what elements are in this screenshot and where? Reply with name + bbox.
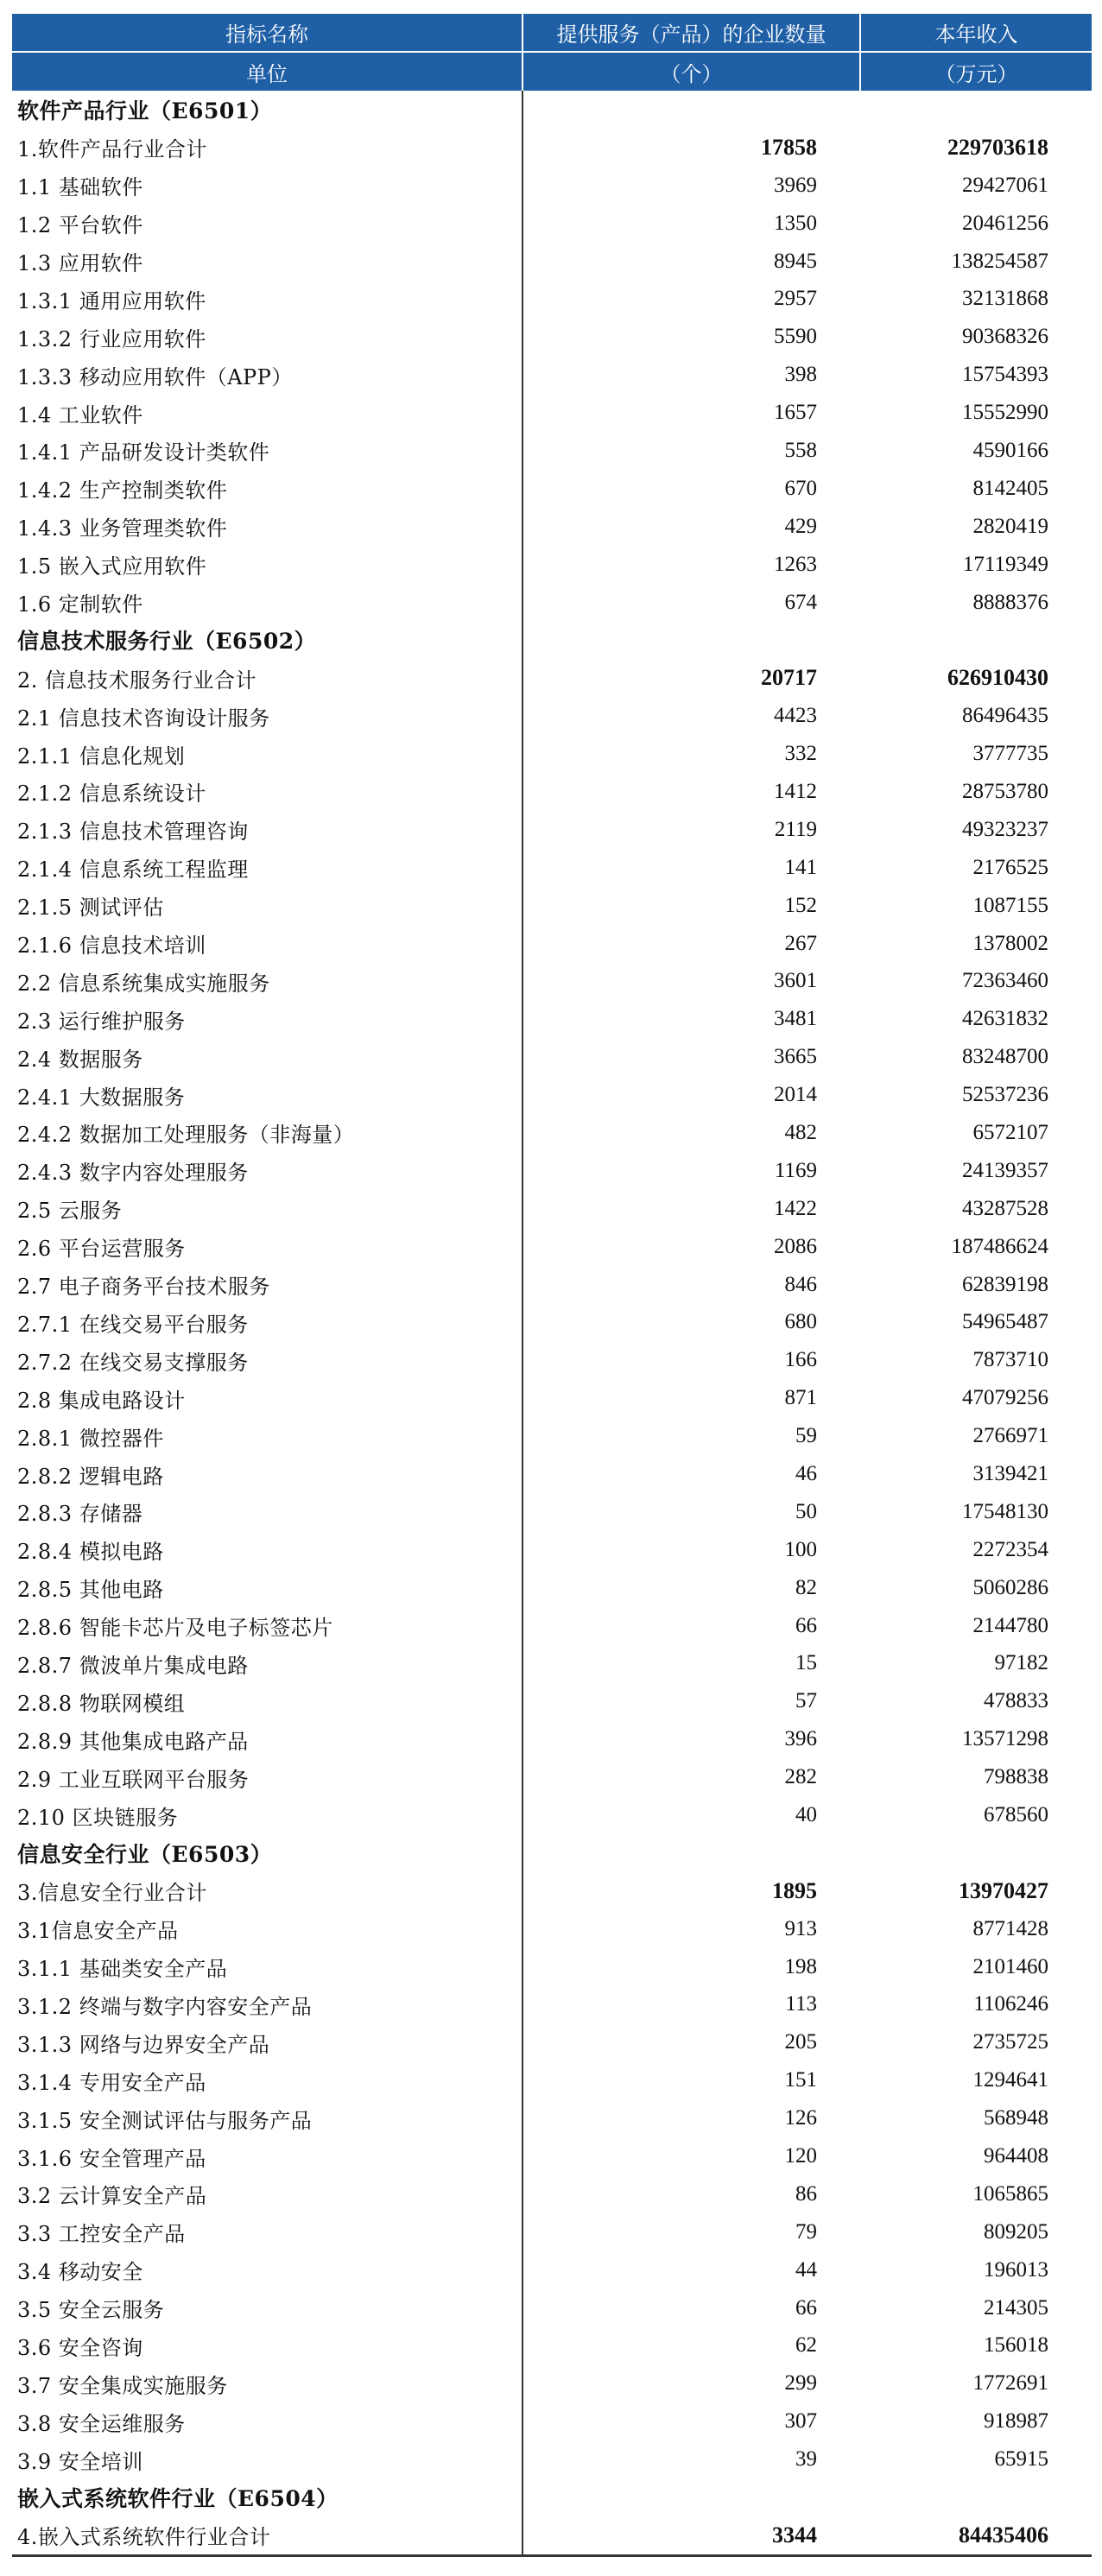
- table-row: [12, 962, 1092, 1000]
- enterprise-count-cell: 17858: [522, 129, 860, 167]
- table-row: [12, 470, 1092, 508]
- enterprise-count-cell: 2014: [522, 1076, 860, 1114]
- enterprise-count-cell: 166: [522, 1341, 860, 1379]
- enterprise-count-cell: 62: [522, 2327, 860, 2365]
- indicator-name: 3.1.4 专用安全产品: [17, 2070, 206, 2095]
- enterprise-count-cell: 100: [522, 1531, 860, 1569]
- enterprise-count-cell: 5590: [522, 318, 860, 356]
- enterprise-count-cell: 44: [522, 2251, 860, 2289]
- revenue-cell: 43287528: [962, 1196, 1048, 1220]
- table-row: [12, 1720, 1092, 1758]
- indicator-name: 1.4 工业软件: [17, 402, 143, 427]
- enterprise-count-cell: 429: [522, 508, 860, 546]
- unit-row: [12, 52, 1092, 91]
- enterprise-count-cell: 152: [522, 887, 860, 925]
- revenue-cell: [860, 621, 1092, 659]
- table-header: [12, 14, 1092, 91]
- indicator-name: 4.嵌入式系统软件行业合计: [17, 2525, 271, 2550]
- table-row: [12, 1417, 1092, 1455]
- enterprise-count-cell: 1412: [522, 773, 860, 811]
- indicator-name: 2.3 运行维护服务: [17, 1009, 186, 1034]
- enterprise-count-cell: 50: [522, 1493, 860, 1531]
- table-row: [12, 1607, 1092, 1645]
- indicator-name: 2.4.1 大数据服务: [17, 1085, 186, 1110]
- enterprise-count-cell: 299: [522, 2364, 860, 2402]
- revenue-cell: 62839198: [962, 1272, 1048, 1296]
- table-row: [12, 1796, 1092, 1834]
- enterprise-count-cell: 86: [522, 2175, 860, 2213]
- indicator-name: 2.7.1 在线交易平台服务: [17, 1312, 249, 1337]
- enterprise-count-cell: 59: [522, 1417, 860, 1455]
- table-row: [12, 1228, 1092, 1266]
- indicator-name: 1.5 嵌入式应用软件: [17, 554, 207, 579]
- table-row: [12, 1986, 1092, 2024]
- enterprise-count-cell: 151: [522, 2061, 860, 2099]
- enterprise-count-cell: 1169: [522, 1152, 860, 1190]
- indicator-name: 3.6 安全咨询: [17, 2335, 143, 2360]
- revenue-cell: 6572107: [972, 1120, 1048, 1144]
- enterprise-count-cell: 3344: [522, 2516, 860, 2555]
- revenue-cell: 1065865: [972, 2181, 1048, 2206]
- table-row: [12, 925, 1092, 963]
- enterprise-count-cell: 20717: [522, 659, 860, 697]
- revenue-cell: 678560: [984, 1803, 1048, 1827]
- section-title: 信息技术服务行业（E6502）: [17, 629, 317, 655]
- indicator-name: 1.6 定制软件: [17, 592, 143, 617]
- revenue-cell: 52537236: [962, 1083, 1048, 1107]
- table-row: [12, 2402, 1092, 2440]
- enterprise-count-cell: 846: [522, 1266, 860, 1304]
- table-row: [12, 1114, 1092, 1152]
- enterprise-count-cell: 2119: [522, 811, 860, 849]
- indicator-name: 1.4.1 产品研发设计类软件: [17, 440, 270, 465]
- revenue-cell: 1772691: [972, 2371, 1048, 2396]
- revenue-cell: 2101460: [972, 1954, 1048, 1978]
- revenue-cell: [860, 1834, 1092, 1872]
- total-row: [12, 659, 1092, 697]
- revenue-cell: 229703618: [947, 134, 1048, 160]
- revenue-cell: 3777735: [972, 742, 1048, 766]
- software-industry-table: [12, 14, 1092, 2557]
- indicator-name: 1.4.3 业务管理类软件: [17, 516, 228, 541]
- table-row: [12, 1379, 1092, 1417]
- enterprise-count-cell: 3601: [522, 962, 860, 1000]
- total-row: [12, 1872, 1092, 1910]
- revenue-cell: 2176525: [972, 855, 1048, 879]
- section-row: [12, 621, 1092, 659]
- enterprise-count-cell: 482: [522, 1114, 860, 1152]
- revenue-cell: 7873710: [972, 1348, 1048, 1372]
- section-row: [12, 2478, 1092, 2516]
- revenue-cell: 2766971: [972, 1424, 1048, 1448]
- indicator-name: 2.7 电子商务平台技术服务: [17, 1275, 270, 1300]
- enterprise-count-cell: 3481: [522, 1000, 860, 1038]
- revenue-cell: 918987: [984, 2409, 1048, 2434]
- table-row: [12, 2440, 1092, 2478]
- indicator-name: 2.8.5 其他电路: [17, 1578, 164, 1603]
- enterprise-count-cell: [522, 1834, 860, 1872]
- enterprise-count-cell: 3665: [522, 1038, 860, 1076]
- revenue-cell: 13571298: [962, 1727, 1048, 1751]
- table-row: [12, 2023, 1092, 2061]
- indicator-name: 1.2 平台软件: [17, 213, 143, 238]
- section-title: 信息安全行业（E6503）: [17, 1841, 273, 1867]
- indicator-name: 2.1.4 信息系统工程监理: [17, 858, 249, 883]
- revenue-cell: 1294641: [972, 2068, 1048, 2092]
- table-row: [12, 1341, 1092, 1379]
- header-indicator-name: 指标名称: [12, 14, 522, 52]
- revenue-cell: 28753780: [962, 779, 1048, 803]
- indicator-name: 3.3 工控安全产品: [17, 2222, 186, 2247]
- indicator-name: 1.软件产品行业合计: [17, 137, 207, 162]
- revenue-cell: 20461256: [962, 211, 1048, 235]
- table-row: [12, 2175, 1092, 2213]
- indicator-name: 2.10 区块链服务: [17, 1805, 179, 1830]
- enterprise-count-cell: 79: [522, 2213, 860, 2251]
- revenue-cell: 29427061: [962, 173, 1048, 197]
- table-row: [12, 1190, 1092, 1228]
- indicator-name: 2.1 信息技术咨询设计服务: [17, 706, 270, 731]
- indicator-name: 2.4 数据服务: [17, 1047, 143, 1072]
- indicator-name: 2.4.2 数据加工处理服务（非海量）: [17, 1123, 355, 1148]
- table-row: [12, 1038, 1092, 1076]
- section-row: [12, 91, 1092, 129]
- revenue-cell: 2272354: [972, 1537, 1048, 1561]
- revenue-cell: 478833: [984, 1689, 1048, 1713]
- table-row: [12, 1152, 1092, 1190]
- table-row: [12, 280, 1092, 318]
- table-row: [12, 2289, 1092, 2327]
- revenue-cell: 97182: [994, 1651, 1048, 1675]
- revenue-cell: 156018: [984, 2333, 1048, 2358]
- indicator-name: 1.3.1 通用应用软件: [17, 288, 206, 313]
- enterprise-count-cell: 670: [522, 470, 860, 508]
- enterprise-count-cell: 1657: [522, 394, 860, 432]
- enterprise-count-cell: 2957: [522, 280, 860, 318]
- revenue-cell: 90368326: [962, 325, 1048, 349]
- indicator-name: 3.4 移动安全: [17, 2260, 143, 2285]
- indicator-name: 2.8.9 其他集成电路产品: [17, 1729, 249, 1754]
- revenue-cell: 83248700: [962, 1045, 1048, 1069]
- indicator-name: 2.8.3 存储器: [17, 1502, 143, 1527]
- section-title: 软件产品行业（E6501）: [17, 98, 273, 123]
- enterprise-count-cell: 46: [522, 1455, 860, 1493]
- table-row: [12, 1948, 1092, 1986]
- indicator-name: 3.9 安全培训: [17, 2449, 143, 2474]
- enterprise-count-cell: 40: [522, 1796, 860, 1834]
- indicator-name: 3.1.2 终端与数字内容安全产品: [17, 1994, 313, 2019]
- table-row: [12, 2137, 1092, 2175]
- revenue-cell: 196013: [984, 2257, 1048, 2282]
- enterprise-count-cell: 39: [522, 2440, 860, 2478]
- indicator-name: 3.5 安全云服务: [17, 2298, 165, 2323]
- enterprise-count-cell: 1263: [522, 546, 860, 584]
- table-row: [12, 584, 1092, 622]
- revenue-cell: 214305: [984, 2295, 1048, 2320]
- enterprise-count-cell: 674: [522, 584, 860, 622]
- indicator-name: 2.2 信息系统集成实施服务: [17, 971, 270, 996]
- revenue-cell: 1087155: [972, 893, 1048, 917]
- table-row: [12, 356, 1092, 394]
- enterprise-count-cell: 871: [522, 1379, 860, 1417]
- revenue-cell: 809205: [984, 2219, 1048, 2244]
- indicator-name: 2.8 集成电路设计: [17, 1388, 186, 1413]
- indicator-name: 1.3.2 行业应用软件: [17, 326, 206, 351]
- table-row: [12, 318, 1092, 356]
- revenue-cell: 84435406: [959, 2522, 1048, 2548]
- indicator-name: 2. 信息技术服务行业合计: [17, 668, 257, 693]
- table-row: [12, 811, 1092, 849]
- revenue-cell: 1378002: [972, 931, 1048, 955]
- revenue-cell: 15754393: [962, 363, 1048, 387]
- indicator-name: 2.1.3 信息技术管理咨询: [17, 820, 249, 845]
- enterprise-count-cell: 126: [522, 2099, 860, 2137]
- table-row: [12, 1455, 1092, 1493]
- table-row: [12, 2251, 1092, 2289]
- table-row: [12, 2213, 1092, 2251]
- enterprise-count-cell: 1350: [522, 205, 860, 243]
- enterprise-count-cell: 3969: [522, 167, 860, 205]
- indicator-name: 2.5 云服务: [17, 1199, 123, 1224]
- indicator-name: 2.6 平台运营服务: [17, 1237, 186, 1262]
- table-row: [12, 849, 1092, 887]
- total-row: [12, 2516, 1092, 2555]
- enterprise-count-cell: 66: [522, 1607, 860, 1645]
- table-row: [12, 1266, 1092, 1304]
- revenue-cell: 626910430: [947, 665, 1048, 691]
- revenue-cell: 86496435: [962, 704, 1048, 728]
- revenue-cell: 4590166: [972, 438, 1048, 462]
- revenue-cell: 568948: [984, 2106, 1048, 2130]
- revenue-cell: 1106246: [973, 1992, 1048, 2016]
- section-title: 嵌入式系统软件行业（E6504）: [17, 2486, 339, 2512]
- revenue-cell: 964408: [984, 2144, 1048, 2168]
- indicator-name: 2.8.7 微波单片集成电路: [17, 1653, 249, 1678]
- table-row: [12, 1910, 1092, 1948]
- enterprise-count-cell: 1895: [522, 1872, 860, 1910]
- revenue-cell: 17548130: [962, 1499, 1048, 1523]
- revenue-cell: 138254587: [951, 249, 1048, 273]
- revenue-cell: 24139357: [962, 1158, 1048, 1182]
- table-row: [12, 1304, 1092, 1342]
- enterprise-count-cell: 2086: [522, 1228, 860, 1266]
- enterprise-count-cell: 398: [522, 356, 860, 394]
- table-body: [12, 91, 1092, 2555]
- revenue-cell: [860, 2478, 1092, 2516]
- table-row: [12, 887, 1092, 925]
- indicator-name: 3.1.6 安全管理产品: [17, 2146, 206, 2171]
- enterprise-count-cell: [522, 2478, 860, 2516]
- revenue-cell: 32131868: [962, 287, 1048, 311]
- indicator-name: 3.1信息安全产品: [17, 1919, 179, 1944]
- indicator-name: 3.8 安全运维服务: [17, 2411, 186, 2436]
- indicator-name: 3.2 云计算安全产品: [17, 2184, 207, 2209]
- enterprise-count-cell: 4423: [522, 697, 860, 735]
- indicator-name: 1.4.2 生产控制类软件: [17, 478, 228, 503]
- table-row: [12, 167, 1092, 205]
- enterprise-count-cell: 141: [522, 849, 860, 887]
- unit-revenue: （万元）: [860, 52, 1092, 91]
- enterprise-count-cell: 8945: [522, 243, 860, 281]
- table-row: [12, 1531, 1092, 1569]
- table-row: [12, 2061, 1092, 2099]
- enterprise-count-cell: 267: [522, 925, 860, 963]
- table-row: [12, 394, 1092, 432]
- indicator-name: 3.7 安全集成实施服务: [17, 2373, 228, 2398]
- table-row: [12, 735, 1092, 773]
- table-row: [12, 1000, 1092, 1038]
- indicator-name: 2.1.2 信息系统设计: [17, 782, 206, 807]
- indicator-name: 3.1.5 安全测试评估与服务产品: [17, 2108, 313, 2133]
- enterprise-count-cell: 205: [522, 2023, 860, 2061]
- revenue-cell: 798838: [984, 1765, 1048, 1789]
- enterprise-count-cell: 396: [522, 1720, 860, 1758]
- enterprise-count-cell: [522, 91, 860, 129]
- enterprise-count-cell: 15: [522, 1645, 860, 1683]
- enterprise-count-cell: 282: [522, 1758, 860, 1796]
- indicator-name: 3.1.3 网络与边界安全产品: [17, 2032, 270, 2057]
- revenue-cell: 5060286: [972, 1575, 1048, 1599]
- table-row: [12, 2364, 1092, 2402]
- table-row: [12, 1682, 1092, 1720]
- table-row: [12, 1758, 1092, 1796]
- enterprise-count-cell: 1422: [522, 1190, 860, 1228]
- indicator-name: 2.8.4 模拟电路: [17, 1540, 164, 1565]
- table-row: [12, 1569, 1092, 1607]
- revenue-cell: 42631832: [962, 1007, 1048, 1031]
- indicator-name: 2.9 工业互联网平台服务: [17, 1767, 250, 1792]
- revenue-cell: 47079256: [962, 1386, 1048, 1410]
- indicator-name: 3.信息安全行业合计: [17, 1881, 207, 1906]
- indicator-name: 2.8.8 物联网模组: [17, 1691, 186, 1716]
- enterprise-count-cell: 57: [522, 1682, 860, 1720]
- table-row: [12, 508, 1092, 546]
- table-row: [12, 432, 1092, 470]
- table-row: [12, 2327, 1092, 2365]
- table-row: [12, 773, 1092, 811]
- revenue-cell: 72363460: [962, 969, 1048, 993]
- revenue-cell: 2820419: [972, 514, 1048, 538]
- table-row: [12, 1645, 1092, 1683]
- revenue-cell: 65915: [994, 2447, 1048, 2472]
- revenue-cell: 15552990: [962, 401, 1048, 425]
- revenue-cell: [860, 91, 1092, 129]
- table-row: [12, 1076, 1092, 1114]
- revenue-cell: 8142405: [972, 476, 1048, 500]
- enterprise-count-cell: 120: [522, 2137, 860, 2175]
- indicator-name: 2.1.5 测试评估: [17, 896, 164, 921]
- header-enterprise-count: 提供服务（产品）的企业数量: [522, 14, 860, 52]
- enterprise-count-cell: 307: [522, 2402, 860, 2440]
- header-annual-revenue: 本年收入: [860, 14, 1092, 52]
- revenue-cell: 8888376: [972, 590, 1048, 614]
- indicator-name: 2.1.6 信息技术培训: [17, 934, 206, 959]
- total-row: [12, 129, 1092, 167]
- table-row: [12, 2099, 1092, 2137]
- revenue-cell: 49323237: [962, 817, 1048, 841]
- revenue-cell: 13970427: [959, 1877, 1048, 1903]
- indicator-name: 2.8.6 智能卡芯片及电子标签芯片: [17, 1616, 333, 1641]
- unit-count: （个）: [522, 52, 860, 91]
- indicator-name: 2.8.1 微控器件: [17, 1426, 164, 1451]
- indicator-name: 2.7.2 在线交易支撑服务: [17, 1350, 249, 1375]
- statistics-table-sheet: [12, 14, 1092, 2557]
- enterprise-count-cell: 913: [522, 1910, 860, 1948]
- indicator-name: 3.1.1 基础类安全产品: [17, 1957, 228, 1982]
- indicator-name: 2.1.1 信息化规划: [17, 744, 186, 769]
- indicator-name: 1.1 基础软件: [17, 175, 143, 200]
- enterprise-count-cell: [522, 621, 860, 659]
- revenue-cell: 8771428: [972, 1916, 1048, 1940]
- revenue-cell: 54965487: [962, 1310, 1048, 1334]
- indicator-name: 1.3 应用软件: [17, 251, 143, 275]
- revenue-cell: 17119349: [962, 552, 1048, 576]
- enterprise-count-cell: 680: [522, 1304, 860, 1342]
- table-row: [12, 697, 1092, 735]
- revenue-cell: 187486624: [951, 1234, 1048, 1258]
- table-row: [12, 243, 1092, 281]
- section-row: [12, 1834, 1092, 1872]
- enterprise-count-cell: 113: [522, 1986, 860, 2024]
- enterprise-count-cell: 66: [522, 2289, 860, 2327]
- enterprise-count-cell: 198: [522, 1948, 860, 1986]
- revenue-cell: 2144780: [972, 1613, 1048, 1637]
- table-row: [12, 1493, 1092, 1531]
- indicator-name: 2.8.2 逻辑电路: [17, 1464, 164, 1489]
- enterprise-count-cell: 332: [522, 735, 860, 773]
- table-row: [12, 205, 1092, 243]
- indicator-name: 1.3.3 移动应用软件（APP）: [17, 364, 293, 389]
- indicator-name: 2.4.3 数字内容处理服务: [17, 1161, 249, 1186]
- enterprise-count-cell: 82: [522, 1569, 860, 1607]
- header-row: [12, 14, 1092, 52]
- revenue-cell: 3139421: [972, 1462, 1048, 1485]
- unit-label: 单位: [12, 52, 522, 91]
- revenue-cell: 2735725: [972, 2030, 1048, 2054]
- enterprise-count-cell: 558: [522, 432, 860, 470]
- table-row: [12, 546, 1092, 584]
